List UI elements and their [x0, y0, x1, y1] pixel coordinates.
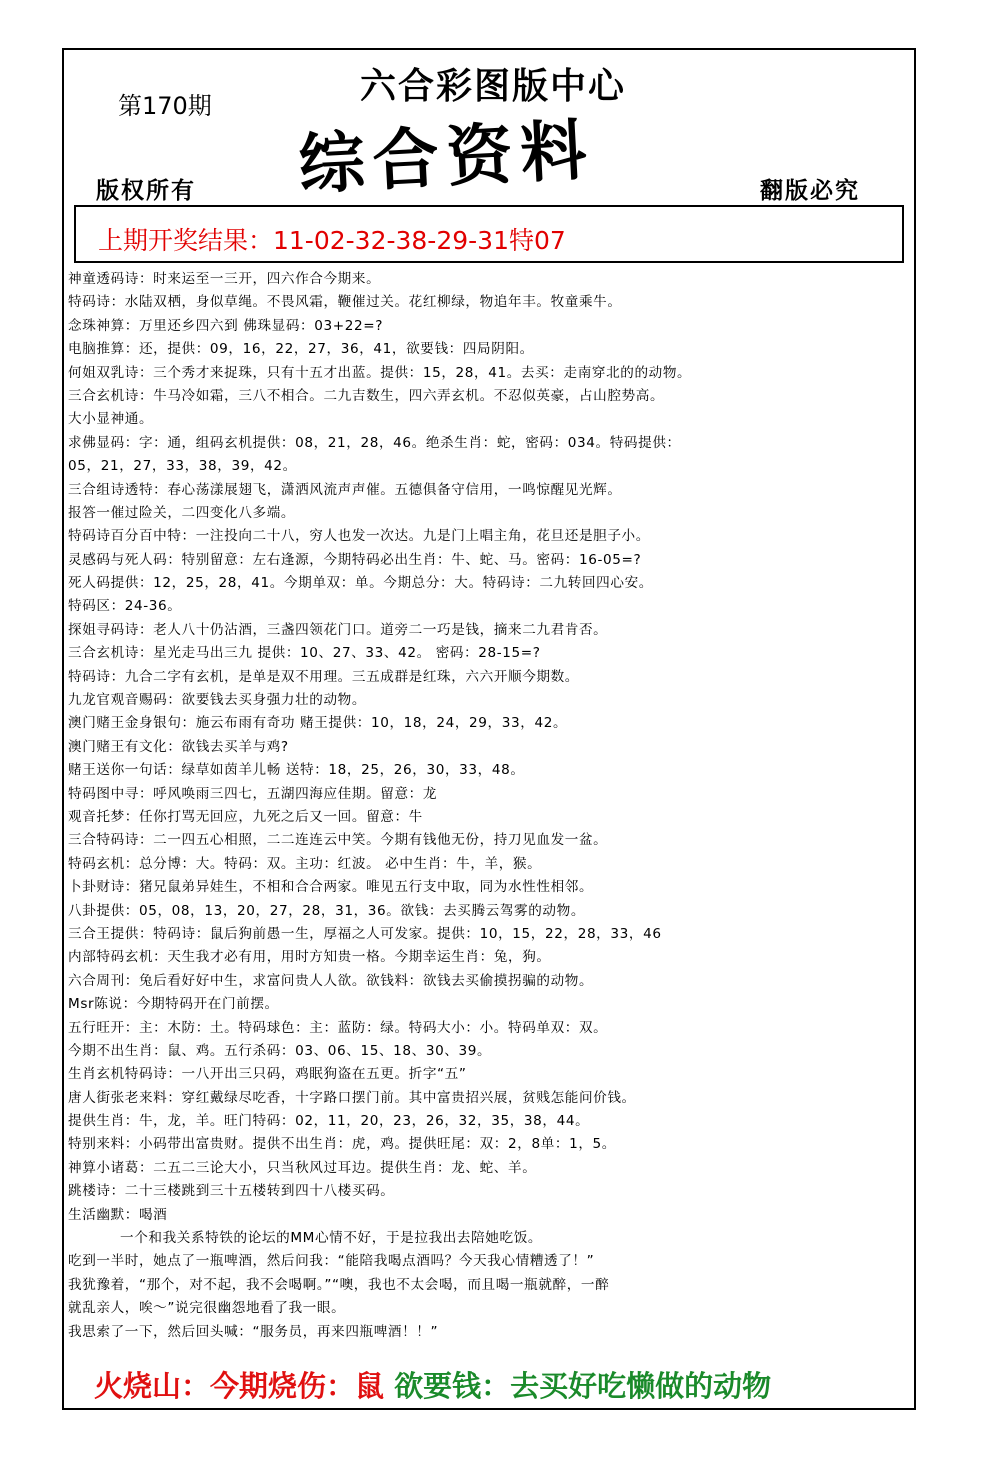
content-line: 就乱亲人，唉～”说完很幽怨地看了我一眼。	[68, 1300, 346, 1317]
content-line: 八卦提供：05，08，13，20，27，28，31，36。欲钱：去买腾云驾雾的动物。	[68, 902, 586, 919]
bottom-banner	[94, 1364, 771, 1405]
content-line: 特码诗百分百中特：一注投向二十八，穷人也发一次达。九是门上唱主角，花旦还是胆子小。	[68, 528, 650, 545]
content-line: 一个和我关系特铁的论坛的MM心情不好，于是拉我出去陪她吃饭。	[120, 1230, 543, 1247]
content-line: 澳门赌王有文化：欲钱去买羊与鸡?	[68, 738, 289, 755]
content-line: 特码诗：九合二字有玄机，是单是双不用理。三五成群是红珠，六六开顺今期数。	[68, 668, 579, 685]
content-line: 求佛显码：字：通，组码玄机提供：08，21，28，46。绝杀生肖：蛇，密码：034。特码提供：	[68, 434, 681, 451]
bottom-banner-green: 欲要钱：去买好吃懒做的动物	[394, 1369, 772, 1403]
content-line: 探姐寻码诗：老人八十仍沾酒，三盏四领花门口。道旁二一巧是钱，摘来二九君肯否。	[68, 621, 608, 638]
content-line: 唐人街张老来料：穿红戴绿尽吃香，十字路口摆门前。其中富贵招兴展，贫贱怎能问价钱。	[68, 1089, 636, 1106]
content-line: 神童透码诗：时来运至一三开，四六作合今期来。	[68, 271, 381, 287]
content-line: 跳楼诗：二十三楼跳到三十五楼转到四十八楼买码。	[68, 1183, 395, 1200]
issue-number: 第170期	[118, 92, 212, 120]
content-line: 五行旺开：主：木防：土。特码球色：主：蓝防：绿。特码大小：小。特码单双：双。	[68, 1019, 608, 1036]
content-line: 观音托梦：任你打骂无回应，九死之后又一回。留意：牛	[68, 808, 423, 825]
content-line: 灵感码与死人码：特别留意：左右逢源，今期特码必出生肖：牛、蛇、马。密码：16-05=?	[68, 551, 642, 568]
content-line: 念珠神算：万里还乡四六到 佛珠显码：03+22=?	[68, 317, 384, 334]
bottom-banner-red: 火烧山：今期烧伤：鼠	[94, 1369, 385, 1403]
content-line: 我犹豫着，“那个，对不起，我不会喝啊。”“噢，我也不太会喝，而且喝一瓶就醉，一醉	[68, 1276, 610, 1293]
content-line: 报答一催过险关，二四变化八多端。	[68, 504, 296, 521]
content-line: 九龙官观音赐码：欲要钱去买身强力壮的动物。	[68, 692, 367, 709]
content-line: 赌王送你一句话：绿草如茵羊儿畅 送特：18，25，26，30，33，48。	[68, 762, 525, 779]
content-line: 三合玄机诗：牛马冷如霜，三八不相合。二九吉数生，四六弄玄机。不忍似英豪，占山腔势高。	[68, 387, 665, 404]
content-line: 大小显神通。	[68, 411, 154, 428]
content-line: 我思索了一下，然后回头喊：“服务员，再来四瓶啤酒！！”	[68, 1323, 439, 1340]
content-line: 三合组诗透特：春心荡漾展翅飞，潇洒风流声声催。五德俱备守信用，一鸣惊醒见光辉。	[68, 481, 622, 498]
content-line: 吃到一半时，她点了一瓶啤酒，然后问我：“能陪我喝点酒吗？今天我心情糟透了！”	[68, 1253, 595, 1270]
content-line: 澳门赌王金身银句：施云布雨有奇功 赌王提供：10，18，24，29，33，42。	[68, 715, 568, 732]
last-draw-result: 上期开奖结果：11-02-32-38-29-31特07	[98, 226, 566, 255]
main-title: 综合资料	[296, 110, 597, 204]
content-line: 神算小诸葛：二五二三论大小，只当秋风过耳边。提供生肖：龙、蛇、羊。	[68, 1159, 537, 1176]
reprint-notice: 翻版必究	[760, 178, 860, 204]
content-line: 生活幽默：喝酒	[68, 1206, 168, 1223]
publisher-name: 六合彩图版中心	[360, 65, 627, 107]
content-lines	[68, 268, 910, 1344]
content-line: 特码图中寻：呼风唤雨三四七，五湖四海应佳期。留意：龙	[68, 785, 438, 802]
content-line: 死人码提供：12，25，28，41。今期单双：单。今期总分：大。特码诗：二九转回四心安。	[68, 575, 653, 592]
content-line: 特码区：24-36。	[68, 598, 182, 615]
content-line: 特码玄机：总分博：大。特码：双。主功：红波。 必中生肖：牛，羊，猴。	[68, 855, 542, 872]
content-line: 特别来料：小码带出富贵财。提供不出生肖：虎，鸡。提供旺尾：双：2，8单：1，5。	[68, 1136, 616, 1153]
content-line: 内部特码玄机：天生我才必有用，用时方知贵一格。今期幸运生肖：兔，狗。	[68, 949, 551, 966]
content-line: Msr陈说：今期特码开在门前摆。	[68, 996, 279, 1013]
content-line: 生肖玄机特码诗：一八开出三只码，鸡眠狗盗在五更。折字“五”	[68, 1066, 467, 1083]
content-line: 05，21，27，33，38，39，42。	[68, 458, 297, 475]
content-line: 何姐双乳诗：三个秀才来捉珠，只有十五才出蓝。提供：15，28，41。去买：走南穿北的的动物。	[68, 364, 692, 381]
content-line: 特码诗：水陆双栖，身似草绳。不畏风霜，鞭催过关。花红柳绿，物追年丰。牧童乘牛。	[68, 294, 622, 311]
content-line: 卜卦财诗：猪兄鼠弟异娃生，不相和合合两家。唯见五行支中取，同为水性性相邻。	[68, 879, 594, 896]
content-line: 提供生肖：牛，龙，羊。旺门特码：02，11，20，23，26，32，35，38，44。	[68, 1113, 590, 1130]
content-line: 电脑推算：还，提供：09，16，22，27，36，41，欲要钱：四局阴阳。	[68, 341, 534, 358]
copyright-notice: 版权所有	[96, 178, 196, 204]
content-line: 三合王提供：特码诗：鼠后狗前愚一生，厚福之人可发家。提供：10，15，22，28，33，46	[68, 925, 662, 942]
content-line: 三合特码诗：二一四五心相照，二二连连云中笑。今期有钱他无份，持刀见血发一盆。	[68, 832, 608, 849]
content-line: 今期不出生肖：鼠、鸡。五行杀码：03、06、15、18、30、39。	[68, 1042, 492, 1059]
content-line: 六合周刊：兔后看好好中生，求富问贵人人欲。欲钱料：欲钱去买偷摸拐骗的动物。	[68, 972, 594, 989]
content-line: 三合玄机诗：星光走马出三九 提供：10、27、33、42。 密码：28-15=?	[68, 645, 541, 662]
